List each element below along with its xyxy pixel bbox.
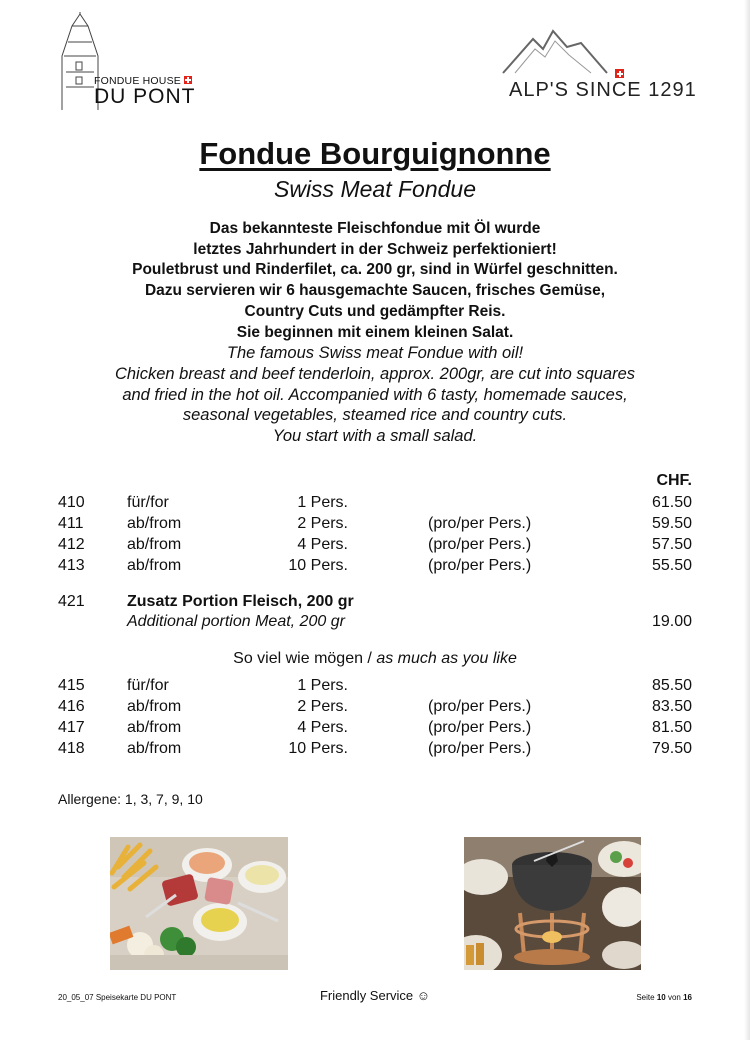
item-number: 412 xyxy=(58,536,85,553)
price-row xyxy=(0,698,750,719)
price-row xyxy=(0,719,750,740)
description-en-line: You start with a small salad. xyxy=(272,427,478,446)
currency-header: CHF. xyxy=(656,472,692,489)
item-label: für/for xyxy=(127,494,169,511)
page-title: Fondue Bourguignonne xyxy=(199,136,551,171)
item-number: 411 xyxy=(58,515,84,532)
extra-portion-row xyxy=(0,593,750,614)
item-note: (pro/per Pers.) xyxy=(428,557,532,574)
fondue-sauces-illustration xyxy=(110,837,288,970)
item-label: ab/from xyxy=(127,515,182,532)
price-row xyxy=(0,494,750,515)
item-label: ab/from xyxy=(127,719,182,736)
logo-alps-text: ALP'S SINCE 1291 xyxy=(509,79,697,101)
extra-label-en: Additional portion Meat, 200 gr xyxy=(127,613,345,630)
swiss-cross-icon xyxy=(184,76,192,84)
item-price: 59.50 xyxy=(651,515,692,532)
item-persons: 1 Pers. xyxy=(297,494,348,511)
item-number: 421 xyxy=(58,593,85,610)
price-row xyxy=(0,677,750,698)
item-number: 417 xyxy=(58,719,85,736)
page-total: 16 xyxy=(683,993,692,1002)
all-you-can-eat-en: as much as you like xyxy=(376,650,517,667)
description-de-line: Dazu servieren wir 6 hausgemachte Saucen, frisches Gemüse, xyxy=(144,282,606,300)
page-current: 10 xyxy=(656,993,666,1002)
footer-page-number xyxy=(636,993,692,1002)
all-you-can-eat-de: So viel wie mögen / xyxy=(233,650,372,667)
page-separator: von xyxy=(667,993,681,1002)
item-number: 418 xyxy=(58,740,85,757)
description-de-line: Sie beginnen mit einem kleinen Salat. xyxy=(236,323,514,341)
item-persons: 2 Pers. xyxy=(297,515,348,532)
mountain-icon xyxy=(495,25,645,75)
description-en-line: Chicken breast and beef tenderloin, approx. 200gr, are cut into squares xyxy=(114,364,636,383)
logo-fondue-house-text: FONDUE HOUSE xyxy=(94,75,192,87)
item-price: 85.50 xyxy=(651,677,692,694)
footer-tagline: Friendly Service ☺ xyxy=(319,988,431,1003)
description-de-line: Pouletbrust und Rinderfilet, ca. 200 gr, sind in Würfel geschnitten. xyxy=(132,261,618,279)
item-price: 19.00 xyxy=(651,613,692,630)
price-row xyxy=(0,557,750,578)
description-de-line: letztes Jahrhundert in der Schweiz perfektioniert! xyxy=(193,240,557,258)
page-prefix: Seite xyxy=(636,993,655,1002)
description-de-line: Country Cuts und gedämpfter Reis. xyxy=(244,302,506,320)
fondue-pot-photo xyxy=(464,837,641,970)
logo-du-pont-text: DU PONT xyxy=(94,85,196,108)
item-note: (pro/per Pers.) xyxy=(428,515,532,532)
item-price: 61.50 xyxy=(651,494,692,511)
item-price: 79.50 xyxy=(651,740,692,757)
swiss-cross-icon xyxy=(615,69,624,78)
alps-since-1291-logo xyxy=(495,25,710,105)
item-persons: 10 Pers. xyxy=(288,740,348,757)
item-price: 83.50 xyxy=(651,698,692,715)
description-de-line: Das bekannteste Fleischfondue mit Öl wurde xyxy=(209,220,541,237)
allergens-note: Allergene: 1, 3, 7, 9, 10 xyxy=(58,791,203,807)
fondue-pot-illustration xyxy=(464,837,641,970)
item-note: (pro/per Pers.) xyxy=(428,698,532,715)
fondue-sauces-photo xyxy=(110,837,288,970)
price-row xyxy=(0,536,750,557)
item-label: ab/from xyxy=(127,740,182,757)
item-price: 57.50 xyxy=(651,536,692,553)
item-persons: 4 Pers. xyxy=(297,536,348,553)
item-number: 413 xyxy=(58,557,85,574)
item-note: (pro/per Pers.) xyxy=(428,740,532,757)
item-number: 416 xyxy=(58,698,85,715)
fondue-house-du-pont-logo xyxy=(58,12,238,112)
item-persons: 2 Pers. xyxy=(297,698,348,715)
price-row xyxy=(0,740,750,761)
item-persons: 10 Pers. xyxy=(288,557,348,574)
extra-portion-row-en xyxy=(0,613,750,634)
item-label: ab/from xyxy=(127,557,182,574)
item-label: ab/from xyxy=(127,536,182,553)
item-number: 410 xyxy=(58,494,85,511)
extra-label-de: Zusatz Portion Fleisch, 200 gr xyxy=(127,593,354,610)
item-number: 415 xyxy=(58,677,85,694)
item-price: 81.50 xyxy=(651,719,692,736)
all-you-can-eat-heading xyxy=(0,650,750,668)
item-price: 55.50 xyxy=(651,557,692,574)
description-en-line: and fried in the hot oil. Accompanied with 6 tasty, homemade sauces, xyxy=(122,385,628,404)
description-en-line: The famous Swiss meat Fondue with oil! xyxy=(226,344,524,363)
description-en-line: seasonal vegetables, steamed rice and country cuts. xyxy=(182,406,568,425)
price-row xyxy=(0,515,750,536)
item-label: ab/from xyxy=(127,698,182,715)
item-note: (pro/per Pers.) xyxy=(428,719,532,736)
item-persons: 4 Pers. xyxy=(297,719,348,736)
footer-document-id: 20_05_07 Speisekarte DU PONT xyxy=(58,993,177,1002)
dish-description xyxy=(0,219,750,447)
item-note: (pro/per Pers.) xyxy=(428,536,532,553)
page-subtitle: Swiss Meat Fondue xyxy=(274,176,476,202)
item-persons: 1 Pers. xyxy=(297,677,348,694)
item-label: für/for xyxy=(127,677,169,694)
